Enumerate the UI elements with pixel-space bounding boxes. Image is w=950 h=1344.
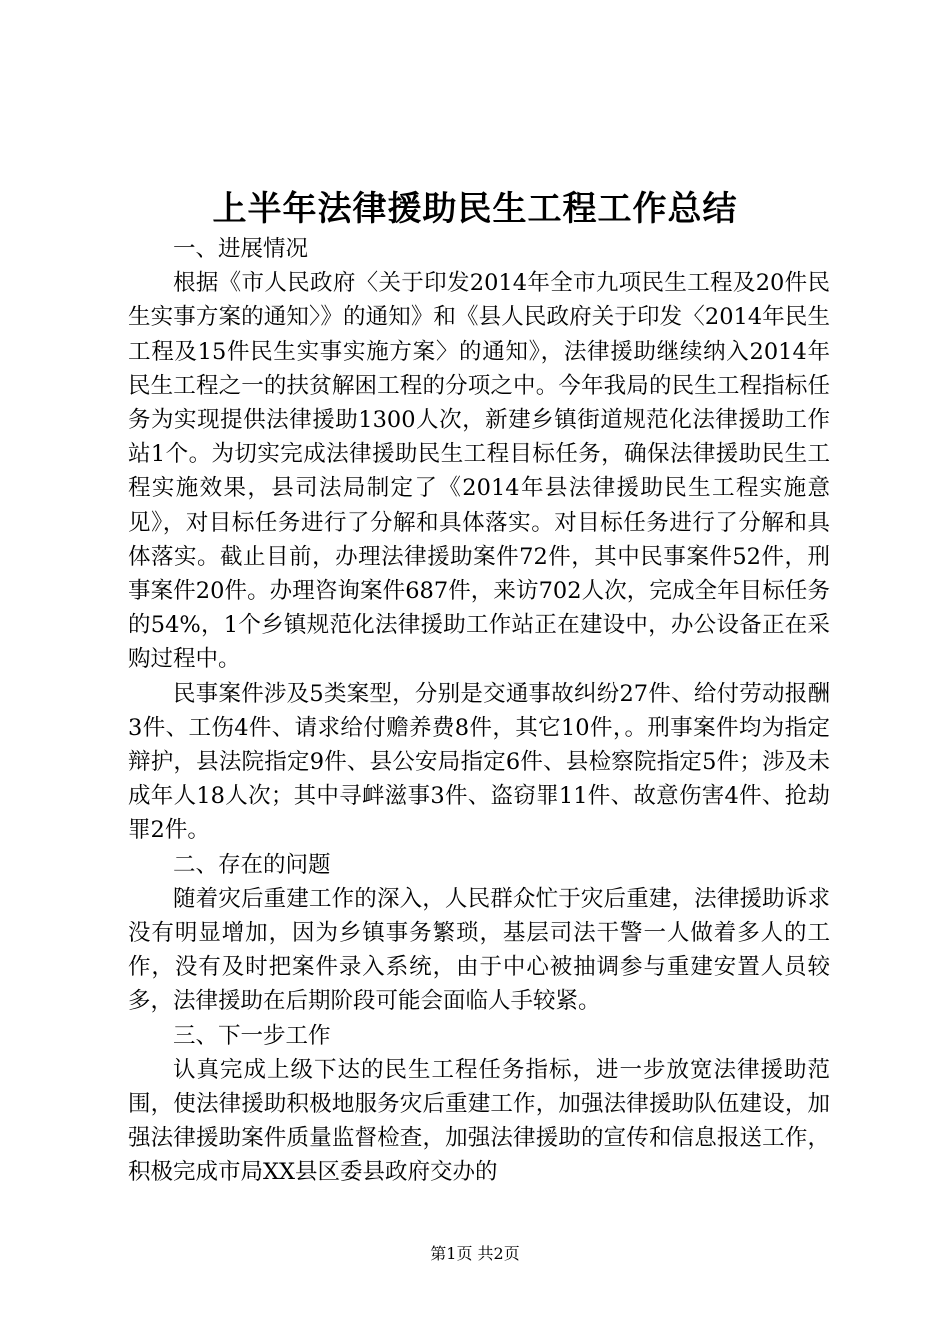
paragraph-progress-overview: 根据《市人民政府〈关于印发2014年全市九项民生工程及20件民生实事方案的通知〉》的通知》和《县人民政府关于印发〈2014年民生工程及15件民生实事实施方案〉的通知》，法律援助继续纳入2014年民生工程之一的扶贫解困工程的分项之中。今年我局的民生工程指标任务为实现提供法律援助1300人次，新建乡镇街道规范化法律援助工作站1个。为切实完成法律援助民生工程目标任务，确保法律援助民生工程实施效果，县司法局制定了《2014年县法律援助民生工程实施意见》，对目标任务进行了分解和具体落实。对目标任务进行了分解和具体落实。截止目前，办理法律援助案件72件，其中民事案件52件，刑事案件20件。办理咨询案件687件，来访702人次，完成全年目标任务的54%，1个乡镇规范化法律援助工作站正在建设中，办公设备正在采购过程中。 [128, 270, 830, 673]
document-body [128, 232, 830, 1190]
section-heading-progress: 一、进展情况 [173, 236, 309, 262]
page-number: 第1页 共2页 [430, 1244, 520, 1263]
document-title: 上半年法律援助民生工程工作总结 [212, 189, 738, 229]
paragraph-next-steps: 认真完成上级下达的民生工程任务指标，进一步放宽法律援助范围，使法律援助积极地服务灾后重建工作，加强法律援助队伍建设，加强法律援助案件质量监督检查，加强法律援助的宣传和信息报送工作，积极完成市局XX县区委县政府交办的 [128, 1056, 830, 1186]
paragraph-problems: 随着灾后重建工作的深入，人民群众忙于灾后重建，法律援助诉求没有明显增加，因为乡镇事务繁琐，基层司法干警一人做着多人的工作，没有及时把案件录入系统，由于中心被抽调参与重建安置人员较多，法律援助在后期阶段可能会面临人手较紧。 [128, 885, 830, 1015]
paragraph-case-types: 民事案件涉及5类案型，分别是交通事故纠纷27件、给付劳动报酬3件、工伤4件、请求给付赡养费8件，其它10件，。刑事案件均为指定辩护，县法院指定9件、县公安局指定6件、县检察院指定5件；涉及未成年人18人次；其中寻衅滋事3件、盗窃罪11件、故意伤害4件、抢劫罪2件。 [128, 680, 830, 844]
section-heading-next-steps: 三、下一步工作 [173, 1022, 331, 1049]
section-heading-problems: 二、存在的问题 [173, 851, 331, 878]
